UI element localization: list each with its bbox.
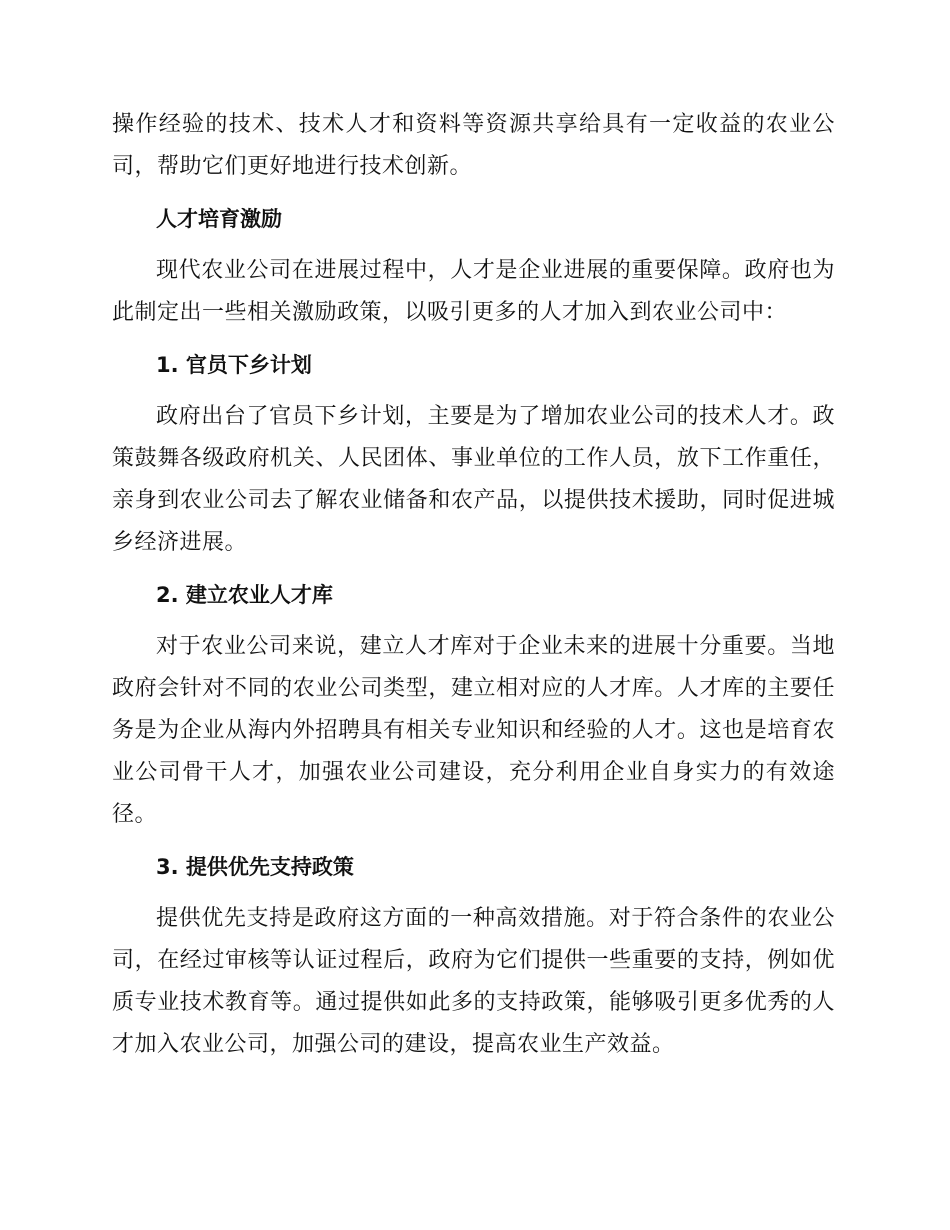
- paragraph-talent-pool: 对于农业公司来说，建立人才库对于企业未来的进展十分重要。当地政府会针对不同的农业公司类型，建立相对应的人才库。人才库的主要任务是为企业从海内外招聘具有相关专业知识和经验的人才。这也是培育农业公司骨干人才，加强农业公司建设，充分利用企业自身实力的有效途径。: [112, 634, 835, 827]
- paragraph-talent-intro: 现代农业公司在进展过程中，人才是企业进展的重要保障。政府也为此制定出一些相关激励政策，以吸引更多的人才加入到农业公司中：: [112, 258, 835, 325]
- heading-talent-incentives: 人才培育激励: [156, 207, 282, 231]
- heading-priority-support: 3. 提供优先支持政策: [156, 855, 354, 879]
- paragraph-intro-continued: 操作经验的技术、技术人才和资料等资源共享给具有一定收益的农业公司，帮助它们更好地进行技术创新。: [112, 112, 835, 179]
- paragraph-priority-support: 提供优先支持是政府这方面的一种高效措施。对于符合条件的农业公司，在经过审核等认证过程后，政府为它们提供一些重要的支持，例如优质专业技术教育等。通过提供如此多的支持政策，能够吸引更多优秀的人才加入农业公司，加强公司的建设，提高农业生产效益。: [112, 906, 835, 1057]
- paragraph-officials-plan: 政府出台了官员下乡计划，主要是为了增加农业公司的技术人才。政策鼓舞各级政府机关、人民团体、事业单位的工作人员，放下工作重任，亲身到农业公司去了解农业储备和农产品，以提供技术援助，同时促进城乡经济进展。: [112, 404, 835, 555]
- heading-officials-plan: 1. 官员下乡计划: [156, 353, 312, 377]
- heading-talent-pool: 2. 建立农业人才库: [156, 583, 333, 607]
